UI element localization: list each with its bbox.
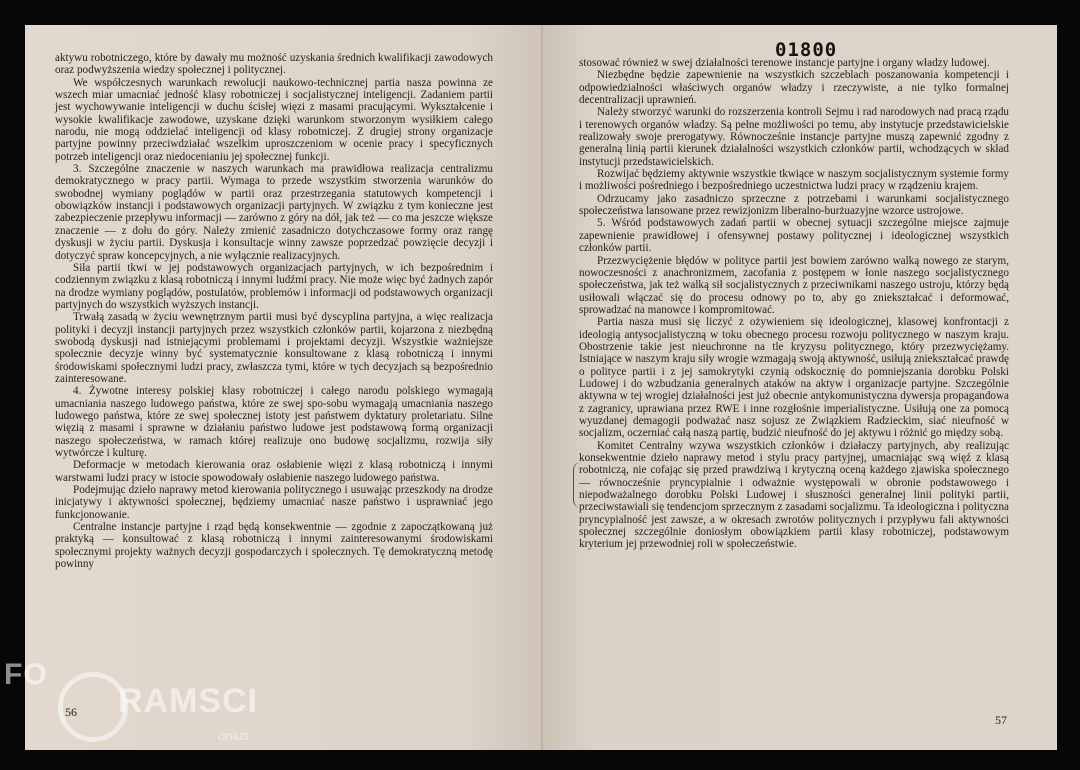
text-paragraph: Odrzucamy jako zasadniczo sprzeczne z potrzebami i warunkami socjalistycznego społeczeństwa lansowane przez rewizjonizm liberalno-burżuazyjne wzorce ustrojowe. (579, 192, 1009, 218)
right-page (543, 25, 1057, 750)
text-paragraph: Komitet Centralny wzywa wszystkich członków i działaczy partyjnych, aby realizując konsekwentnie dzieło naprawy metod i stylu pracy partyjnej, umacniając swą więź z klasą robotniczą, nie cofając się przed prawdziwą i krytyczną oceną każdego zjawiska społecznego — równocześnie pryncypialnie i odważnie występowali w obronie podstawowego i niepodważalnego dorobku Polski Ludowej i słuszności generalnej linii polityki partii, przeciwstawiali się tendencjom sprzecznym z zasadami socjalizmu. Ta ideologiczna i polityczna pryncypialność jest zawsze, a w okresach zwrotów politycznych i przypływu fali aktywności społecznej szczególnie doniosłym obowiązkiem partii klasy robotniczej, podstawowym kryterium jej przewodniej roli w społeczeństwie. (579, 439, 1009, 551)
text-paragraph: 4. Żywotne interesy polskiej klasy robotniczej i całego narodu polskiego wymagają umacniania naszego ludowego państwa, które ze swej spo-sobu wymagają umacniania naszego ludowego państwa, które ze swej społecznej istoty jest państwem dyktatury proletariatu. Silne więzią z masami i sprawne w działaniu państwo ludowe jest podstawową formą organizacji naszego społeczeństwa, w ramach której realizuje ono budowę socjalizmu, rozwija siły wytwórcze i kulturę. (55, 385, 493, 459)
text-paragraph: Deformacje w metodach kierowania oraz osłabienie więzi z klasą robotniczą i innymi warstwami ludzi pracy w istocie spowodowały osłabienie naszego ludowego państwa. (55, 459, 493, 484)
text-paragraph: 5. Wśród podstawowych zadań partii w obecnej sytuacji szczególne miejsce zajmuje zapewnienie prawidłowej i ofensywnej postawy politycznej i ideologicznej wszystkich członków partii. (579, 217, 1009, 255)
text-paragraph: Rozwijać będziemy aktywnie wszystkie tkwiące w naszym socjalistycznym systemie formy i możliwości pośredniego i bezpośredniego uczestnictwa ludzi pracy w rządzeniu krajem. (579, 168, 1009, 193)
text-paragraph: We współczesnych warunkach rewolucji naukowo-technicznej partia nasza powinna ze wszech miar umacniać jedność klasy robotniczej i socjalistycznej inteligencji. Zadaniem partii jest wychowywanie inteligencji w duchu ścisłej więzi z masami pracującymi. Wykształcenie i wysokie kwalifikacje zawodowe, uzyskane dzięki warunkom stworzonym wysiłkiem całego narodu, nie mogą oddzielać inteligencji od klasy robotniczej. Z drugiej strony organizacje partyjne powinny przeciwdziałać wszelkim uproszczeniom w ocenie pracy i specyficznych potrzeb inteligencji oraz niedocenianiu jej społecznej funkcji. (55, 76, 493, 163)
text-paragraph: Trwałą zasadą w życiu wewnętrznym partii musi być dyscyplina partyjna, a więc realizacja polityki i decyzji instancji partyjnych przez wszystkich członków partii, kojarzona z niezbędną swobodą dyskusji nad istniejącymi problemami i projektami decyzji. Wszystkie ważniejsze społecznie decyzje winny być systematycznie konsultowane z klasą robotniczą i innymi środowiskami społecznymi ludzi pracy, zwłaszcza tymi, które w tych decyzjach są bezpośrednio zainteresowane. (55, 311, 493, 385)
right-page-text (579, 57, 1009, 551)
text-paragraph: 3. Szczególne znaczenie w naszych warunkach ma prawidłowa realizacja centralizmu demokratycznego w pracy partii. Wymaga to przede wszystkim stworzenia warunków do swobodnej wymiany poglądów w partii oraz przestrzegania statutowych kompetencji i obowiązków instancji i podstawowych organizacji partyjnych. W związku z tym konieczne jest zabezpieczenie przepływu informacji — zarówno z góry na dół, jak też — co ma jeszcze większe znaczenie — z dołu do góry. Należy zmienić zasadniczo dotychczasowe formy oraz rangę dyskusji w życiu partii. Dyskusja i konsultacje winny zawsze poprzedzać powzięcie decyzji i dotyczyć spraw koncepcyjnych, a nie wyłącznie realizacyjnych. (55, 163, 493, 262)
text-paragraph: aktywu robotniczego, które by dawały mu możność uzyskania średnich kwalifikacji zawodowych oraz podwyższenia wiedzy społecznej i politycznej. (55, 52, 493, 77)
text-paragraph: Podejmując dzieło naprawy metod kierowania politycznego i usuwając przeszkody na drodze inicjatywy i aktywności społecznej, będziemy umacniać nasze państwo i usprawniać jego funkcjonowanie. (55, 484, 493, 521)
text-paragraph: Partia nasza musi się liczyć z ożywieniem się ideologicznej, klasowej konfrontacji z ideologią antysocjalistyczną w toku obecnego procesu rozwoju politycznego w naszym kraju. Obostrzenie takie jest nieuchronne na tle kryzysu politycznego, który przezwyciężamy. Istniające w naszym kraju siły wrogie wzmagają swoją aktywność, usiłują zniekształcać prawdę o polityce partii i z jej samokrytyki czynią odskocznię do pomniejszania dorobku Polski Ludowej i do wzbudzania generalnych ataków na aktyw i organizacje partyjne. Szczególnie aktywna w tej wrogiej działalności jest już obecnie antykomunistyczna dywersja propagandowa z zagranicy, uprawiana przez RWE i inne rozgłośnie imperialistyczne. Usiłują one za pomocą wyuzdanej demagogii podważać nasz sojusz ze Związkiem Radzieckim, siać nieufność w socjalizm, oczerniać całą naszą partię, budzić nieufność do jej aktywu i różnić go między sobą. (579, 316, 1009, 440)
text-paragraph: Należy stworzyć warunki do rozszerzenia kontroli Sejmu i rad narodowych nad pracą rządu i terenowych organów władzy. Są pełne możliwości po temu, aby instytucje przedstawicielskie realizowały swoje prerogatywy. Równocześnie instancje partyjne muszą zapewnić zgodny z generalną linią partii kierunek działalności wszystkich członków partii, wchodzących w skład instytucji przedstawicielskich. (579, 106, 1009, 168)
archive-stamp: 01800 (775, 39, 838, 61)
page-number-left: 56 (65, 705, 77, 719)
text-paragraph: Przezwyciężenie błędów w polityce partii jest bowiem zarówno walką nowego ze starym, nowoczesności z anachronizmem, zacofania z postępem w łonie naszego socjalistycznego społeczeństwa, jak też walką sił socjalistycznych z przeciwnikami naszego ustroju, którzy będą usiłowali włączać się do procesu odnowy po to, aby go zniekształcać i deformować, sprowadzać na manowce i kompromitować. (579, 254, 1009, 316)
watermark-text-main: RAMSCI (118, 682, 259, 720)
text-paragraph: Centralne instancje partyjne i rząd będą konsekwentnie — zgodnie z zapoczątkowaną już praktyką — konsultować z klasą robotniczą i innymi zainteresowanymi środowiskami społecznymi projekty ważnych decyzji gospodarczych i społecznych. Tę demokratyczną metodę powinny (55, 521, 493, 571)
book-spread (25, 25, 1057, 750)
watermark-text-left: FO (4, 658, 48, 691)
watermark-text-sub: onlus (218, 728, 250, 743)
text-paragraph: stosować również w swej działalności terenowe instancje partyjne i organy władzy ludowej. (579, 57, 990, 69)
text-paragraph: Niezbędne będzie zapewnienie na wszystkich szczeblach poszanowania kompetencji i odpowiedzialności właściwych organów władzy i rzeczywiste, a nie tylko formalnej decentralizacji uprawnień. (579, 69, 1009, 107)
left-page (25, 25, 543, 750)
left-page-text (55, 52, 493, 570)
text-paragraph: Siła partii tkwi w jej podstawowych organizacjach partyjnych, w ich bezpośrednim i codziennym związku z klasą robotniczą i innymi ludźmi pracy. Nie może więc być żadnych zapór na drodze wymiany poglądów, postulatów, problemów i informacji od podstawowych organizacji partyjnych do wszystkich wyższych instancji. (55, 261, 493, 311)
page-number-right: 57 (995, 713, 1007, 727)
